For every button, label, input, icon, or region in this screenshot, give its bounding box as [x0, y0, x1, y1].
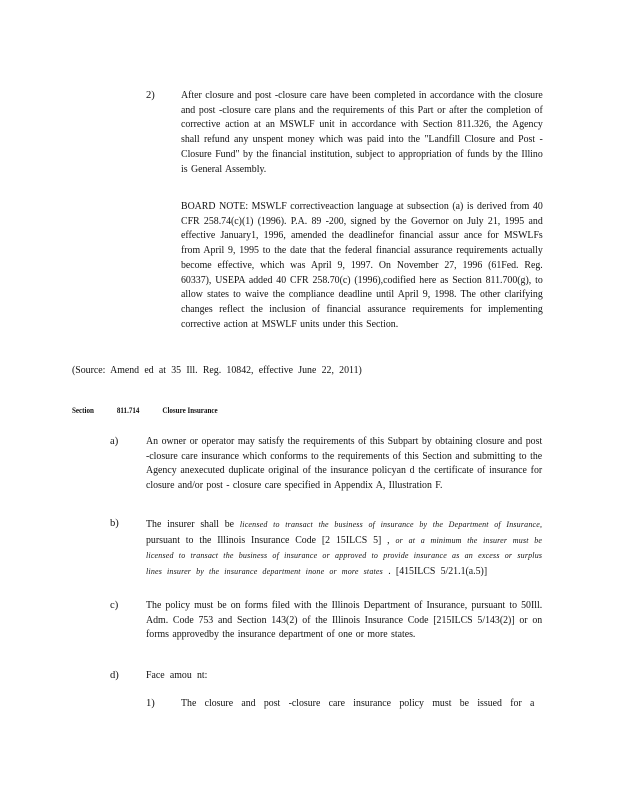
board-note: BOARD NOTE: MSWLF correctiveaction language at subsection (a) is derived from 40 CFR 258.74(c)(1) (1996). P.A. 89 -200, signed by the Governor on July 21, 1995 and effective January1, 1996, amended the deadlinefor financial assur ance for MSWLFs from April 9, 1995 to the date that the federal financial assurance requirements actually become effective, which was April 9, 1997. On November 27, 1996 (61Fed. Reg. 60337), USEPA added 40 CFR 258.70(c) (1996),codified here as Section 811.700(g), to allow states to waive the compliance deadline until April 9, 1998. The other clarifying changes reflect the inclusion of financial assurance requirements for implementing corrective action at MSWLF units under this Section.: [181, 201, 543, 330]
subsection-c-marker: c): [110, 600, 119, 611]
subsection-b-text: [146, 517, 542, 580]
subsection-b-text-1: The insurer shall be: [146, 519, 235, 530]
subsection-a-marker: a): [110, 436, 119, 447]
subsection-b-text-2: pursuant to the Illinois Insurance Code [2 15ILCS 5] ,: [146, 534, 390, 546]
section-heading: [72, 405, 241, 415]
subsection-d-item-1-text: The closure and post -closure care insurance policy must be issued for a: [181, 698, 535, 709]
subsection-b-text-3: . [415ILCS 5/21.1(a.5)]: [388, 566, 488, 578]
subsection-c-text: The policy must be on forms filed with the Illinois Department of Insurance, pursuant to 50Ill. Adm. Code 753 and Section 143(2) of the Illinois Insurance Code [215ILCS 5/143(2)] or on forms approvedby the insurance department of one or more states.: [146, 600, 543, 641]
section-title: Closure Insurance: [162, 405, 218, 415]
subsection-d-text: Face amou nt:: [146, 670, 208, 681]
section-number: 811.714: [116, 405, 140, 415]
subsection-b-marker: b): [110, 518, 119, 529]
subsection-b-italic-2: or at a minimum the insurer must be licensed to transact the business of insurance or approved to provide insurance as an excess or surplus lines insurer by the insurance department inone or more states: [146, 534, 543, 577]
item-2-text: After closure and post -closure care have been completed in accordance with the closure and post -closure care plans and the requirements of this Part or after the completion of corrective action at an MSWLF unit in accordance with Section 811.326, the Agency shall refund any unspent money which was paid into the "Landfill Closure and Post -Closure Fund" by the financial institution, subject to appropriation of funds by the Illino is General Assembly.: [181, 90, 543, 175]
item-2-marker: 2): [146, 90, 155, 101]
section-label: Section: [72, 405, 94, 415]
subsection-b-italic-1: licensed to transact the business of insurance by the Department of Insurance,: [239, 519, 543, 529]
subsection-a-text: An owner or operator may satisfy the requirements of this Subpart by obtaining closure and post -closure care insurance which conforms to the requirements of this Section and submitting to the Agency anexecuted duplicate original of the insurance policyan d the certificate of insurance for closure and/or post - closure care specified in Appendix A, Illustration F.: [146, 436, 543, 492]
subsection-d-item-1-marker: 1): [146, 698, 155, 709]
source-note: (Source: Amend ed at 35 Ill. Reg. 10842, effective June 22, 2011): [72, 365, 362, 376]
subsection-d-marker: d): [110, 670, 119, 681]
